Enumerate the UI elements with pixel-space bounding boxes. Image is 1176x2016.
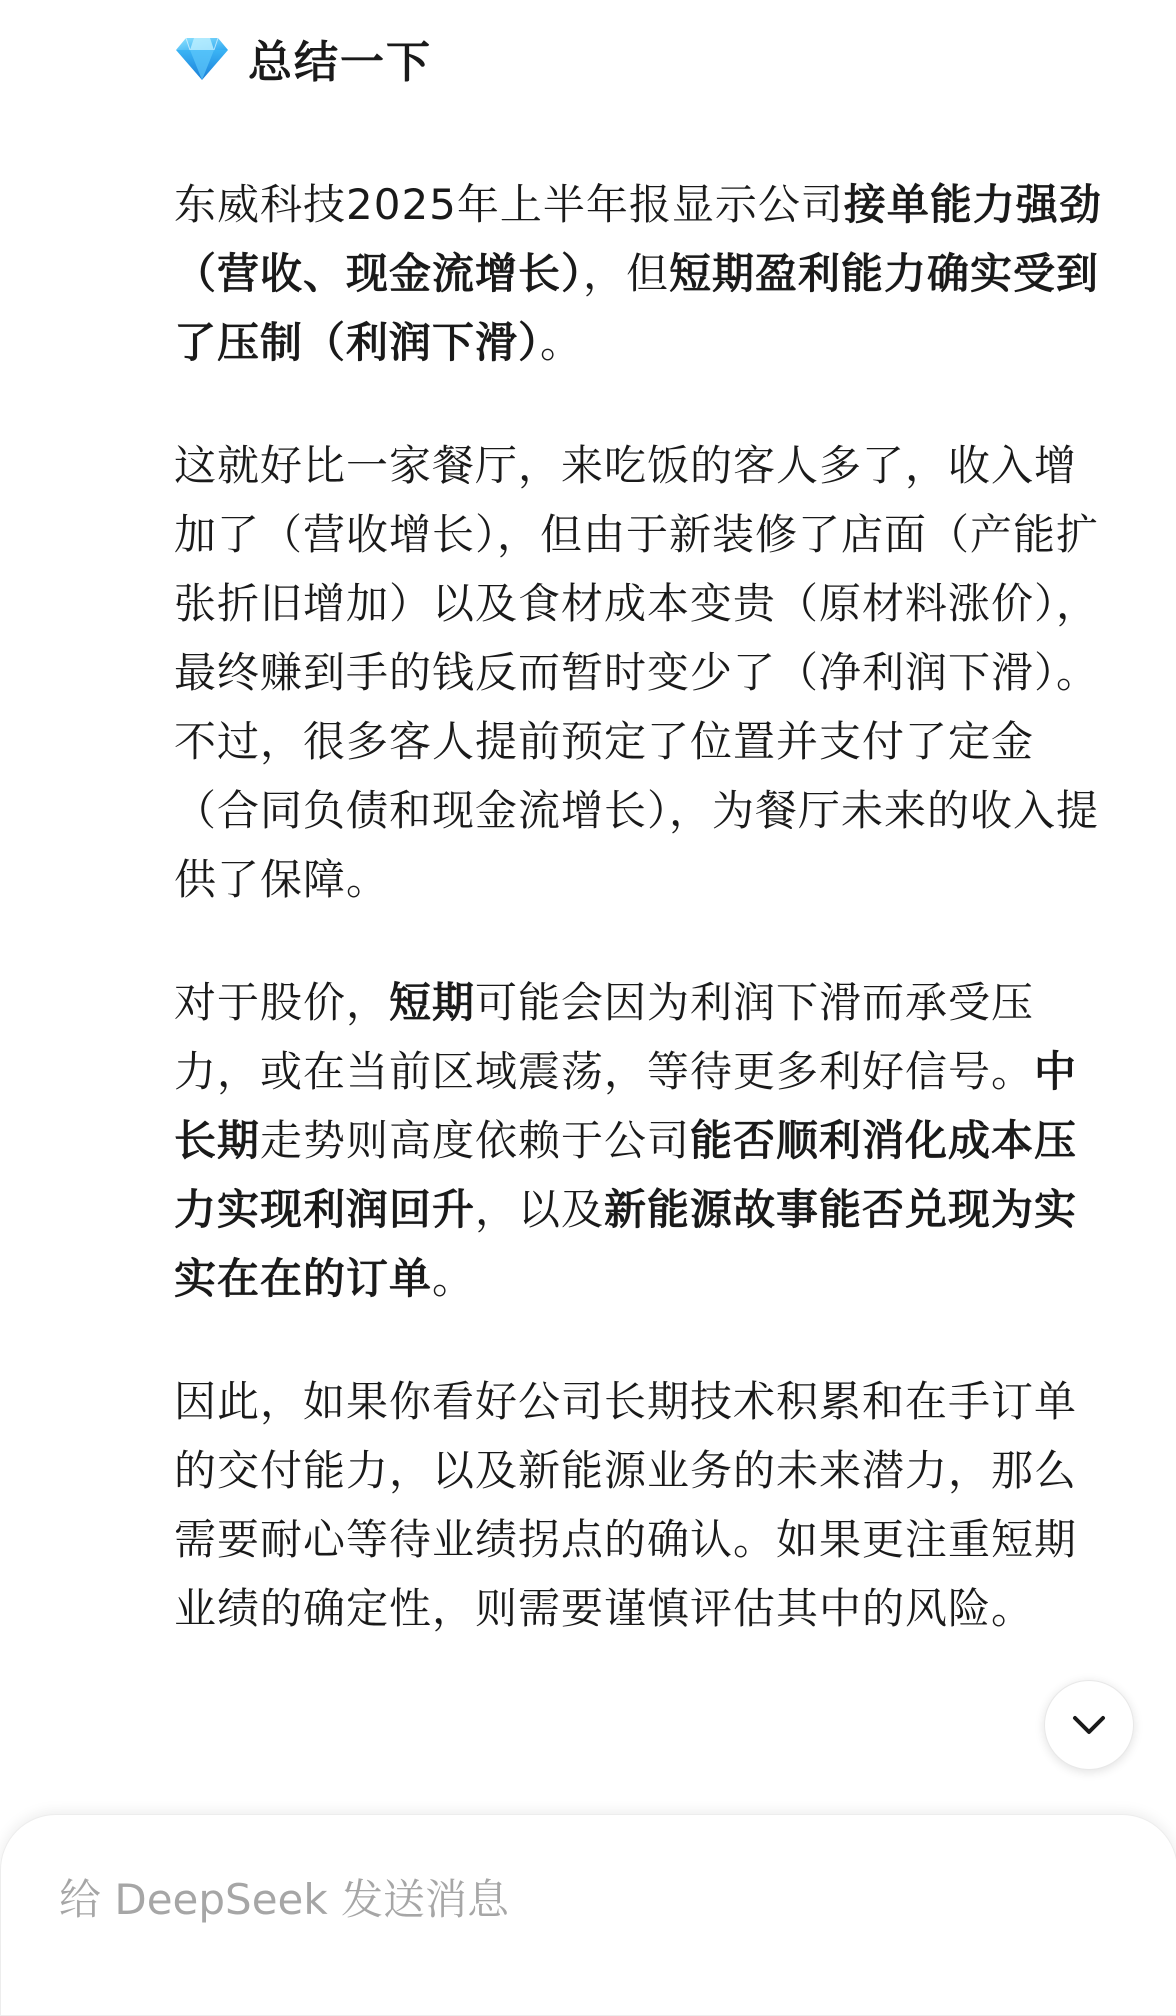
message-content bbox=[174, 28, 1114, 1697]
section-heading bbox=[174, 28, 1114, 88]
paragraph bbox=[174, 170, 1114, 377]
chevron-down-icon bbox=[1071, 1714, 1107, 1736]
bold-text: 接单能力强劲（营收、现金流增长） bbox=[174, 180, 1102, 298]
text-segment: 走势则高度依赖于公司 bbox=[260, 1116, 691, 1165]
bold-text: 中长期 bbox=[174, 1047, 1078, 1165]
bold-text: 能否顺利消化成本压力实现利润回升 bbox=[174, 1116, 1078, 1234]
scroll-to-bottom-button[interactable] bbox=[1044, 1680, 1134, 1770]
composer-panel bbox=[0, 1814, 1176, 2016]
text-segment: 。 bbox=[432, 1254, 476, 1303]
text-segment: 对于股价， bbox=[174, 978, 390, 1027]
bold-text: 短期盈利能力确实受到了压制（利润下滑） bbox=[174, 249, 1100, 367]
text-segment: 这就好比一家餐厅，来吃饭的客人多了，收入增加了（营收增长），但由于新装修了店面（产能扩张折旧增加）以及食材成本变贵（原材料涨价），最终赚到手的钱反而暂时变少了（净利润下滑）。不过，很多客人提前预定了位置并支付了定金（合同负债和现金流增长），为餐厅未来的收入提供了保障。 bbox=[174, 441, 1100, 904]
gem-icon bbox=[174, 34, 230, 82]
message-input[interactable] bbox=[59, 1869, 1059, 1929]
paragraph bbox=[174, 968, 1114, 1313]
heading-title: 总结一下 bbox=[248, 37, 432, 88]
text-segment: 东威科技2025年上半年报显示公司 bbox=[174, 180, 844, 229]
text-segment: 可能会因为利润下滑而承受压力，或在当前区域震荡，等待更多利好信号。 bbox=[174, 978, 1035, 1096]
bold-text: 新能源故事能否兑现为实实在在的订单 bbox=[174, 1185, 1078, 1303]
text-segment: ，以及 bbox=[475, 1185, 605, 1234]
paragraph bbox=[174, 431, 1114, 914]
bold-text: 短期 bbox=[389, 978, 476, 1027]
text-segment: 因此，如果你看好公司长期技术积累和在手订单的交付能力，以及新能源业务的未来潜力，那么需要耐心等待业绩拐点的确认。如果更注重短期业绩的确定性，则需要谨慎评估其中的风险。 bbox=[174, 1377, 1078, 1633]
text-segment: 。 bbox=[540, 318, 584, 367]
paragraph bbox=[174, 1367, 1114, 1643]
text-segment: ，但 bbox=[583, 249, 670, 298]
